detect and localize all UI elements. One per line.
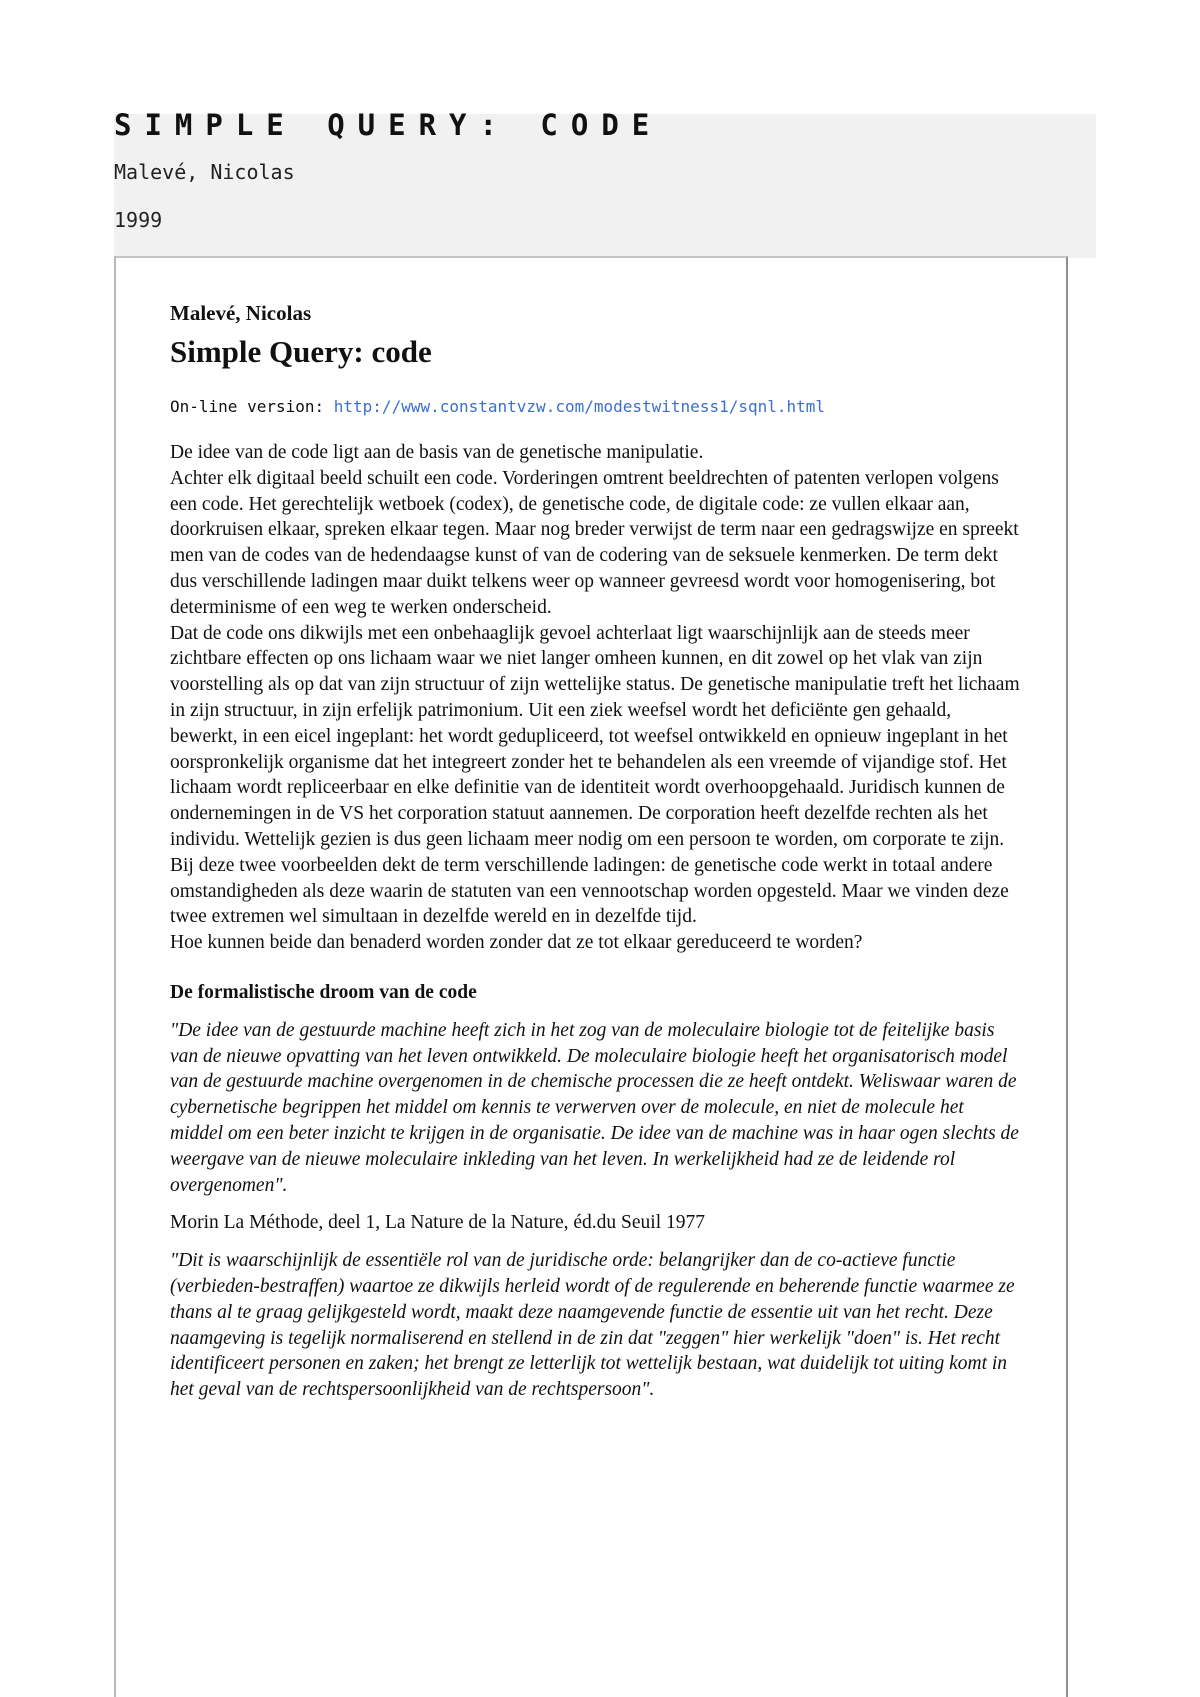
quote: "De idee van de gestuurde machine heeft zich in het zog van de moleculaire biologie tot de feitelijke basis van de nieuwe opvatting van het leven ontwikkeld. De moleculaire biologie heeft het organisatorisch model van de gestuurde machine overgenomen in de chemische processen die ze heeft ontdekt. Weliswaar waren de cybernetische begrippen het middel om kennis te verwerven over de molecule, en niet de molecule het middel om een beter inzicht te krijgen in de organisatie. De idee van de machine was in haar ogen slechts de weergave van de nieuwe moleculaire inkleding van het leven. In werkelijkheid had ze de leidende rol overgenomen".	[170, 1019, 1019, 1196]
document-title: SIMPLE QUERY: CODE	[114, 108, 663, 142]
paragraph: De idee van de code ligt aan de basis van de genetische manipulatie.	[170, 442, 704, 463]
article-author: Malevé, Nicolas	[170, 301, 312, 325]
quote: "Dit is waarschijnlijk de essentiële rol van de juridische orde: belangrijker dan de co-actieve functie (verbieden-bestraffen) waartoe ze dikwijls herleid wordt of de regulerende en beherende functie waarmee ze thans al te graag gelijkgesteld wordt, maakt deze naamgevende functie de essentie uit van het recht. Deze naamgeving is tegelijk normaliserend en stellend in de zin dat "zeggen" hier werkelijk "doen" is. Het recht identificeert personen en zaken; het brengt ze letterlijk tot wettelijk bestaan, wat duidelijk tot uiting komt in het geval van de rechtspersoonlijkheid van de rechtspersoon".	[170, 1250, 1015, 1401]
article-title: Simple Query: code	[170, 334, 432, 369]
article	[170, 300, 1020, 1415]
embedded-page-frame[interactable]	[114, 256, 1068, 1697]
online-version-label: On-line version:	[170, 397, 334, 416]
online-version-link[interactable]: http://www.constantvzw.com/modestwitness1/sqnl.html	[333, 397, 826, 416]
online-version	[170, 396, 1020, 418]
paragraph: Hoe kunnen beide dan benaderd worden zonder dat ze tot elkaar gereduceerd te worden?	[170, 932, 863, 954]
paragraph: Dat de code ons dikwijls met een onbehaaglijk gevoel achterlaat ligt waarschijnlijk aan de steeds meer zichtbare effecten op ons lichaam waar we niet langer omheen kunnen, en dit zowel op het vlak van zijn voorstelling als op dat van zijn structuur of zijn wettelijke status. De genetische manipulatie treft het lichaam in zijn structuur, in zijn erfelijk patrimonium. Uit een ziek weefsel wordt het deficiënte gen gehaald, bewerkt, in een eicel ingeplant: het wordt gedupliceerd, tot weefsel ontwikkeld en opnieuw ingeplant in het oorspronkelijk organisme dat het integreert zonder het te behandelen als een vreemde of vijandige stof. Het lichaam wordt repliceerbaar en elke definitie van de identiteit wordt overhoopgehaald. Juridisch kunnen de ondernemingen in de VS het corporation statuut aannemen. De corporation heeft dezelfde rechten als het individu. Wettelijk gezien is dus geen lichaam meer nodig om een persoon te worden, om corporate te zijn. Bij deze twee voorbeelden dekt de term verschillende ladingen: de genetische code werkt in totaal andere omstandigheden als deze waarin de statuten van een vennootschap worden opgesteld. Maar we vinden deze twee extremen wel simultaan in dezelfde wereld en in dezelfde tijd.	[170, 622, 1020, 928]
section-heading: De formalistische droom van de code	[170, 981, 477, 1003]
intro-text	[170, 440, 1020, 956]
document-year: 1999	[114, 208, 163, 232]
document-author: Malevé, Nicolas	[114, 160, 295, 184]
citation: Morin La Méthode, deel 1, La Nature de la Nature, éd.du Seuil 1977	[170, 1212, 706, 1234]
paragraph: Achter elk digitaal beeld schuilt een code. Vorderingen omtrent beeldrechten of patenten verlopen volgens een code. Het gerechtelijk wetboek (codex), de genetische code, de digitale code: ze vullen elkaar aan, doorkruisen elkaar, spreken elkaar tegen. Maar nog breder verwijst de term naar een gedragswijze en spreekt men van de codes van de hedendaagse kunst of van de codering van de seksuele kenmerken. De term dekt dus verschillende ladingen maar duikt telkens weer op wanneer gevreesd wordt voor homogenisering, bot determinisme of een weg te werken onderscheid.	[170, 467, 1019, 618]
